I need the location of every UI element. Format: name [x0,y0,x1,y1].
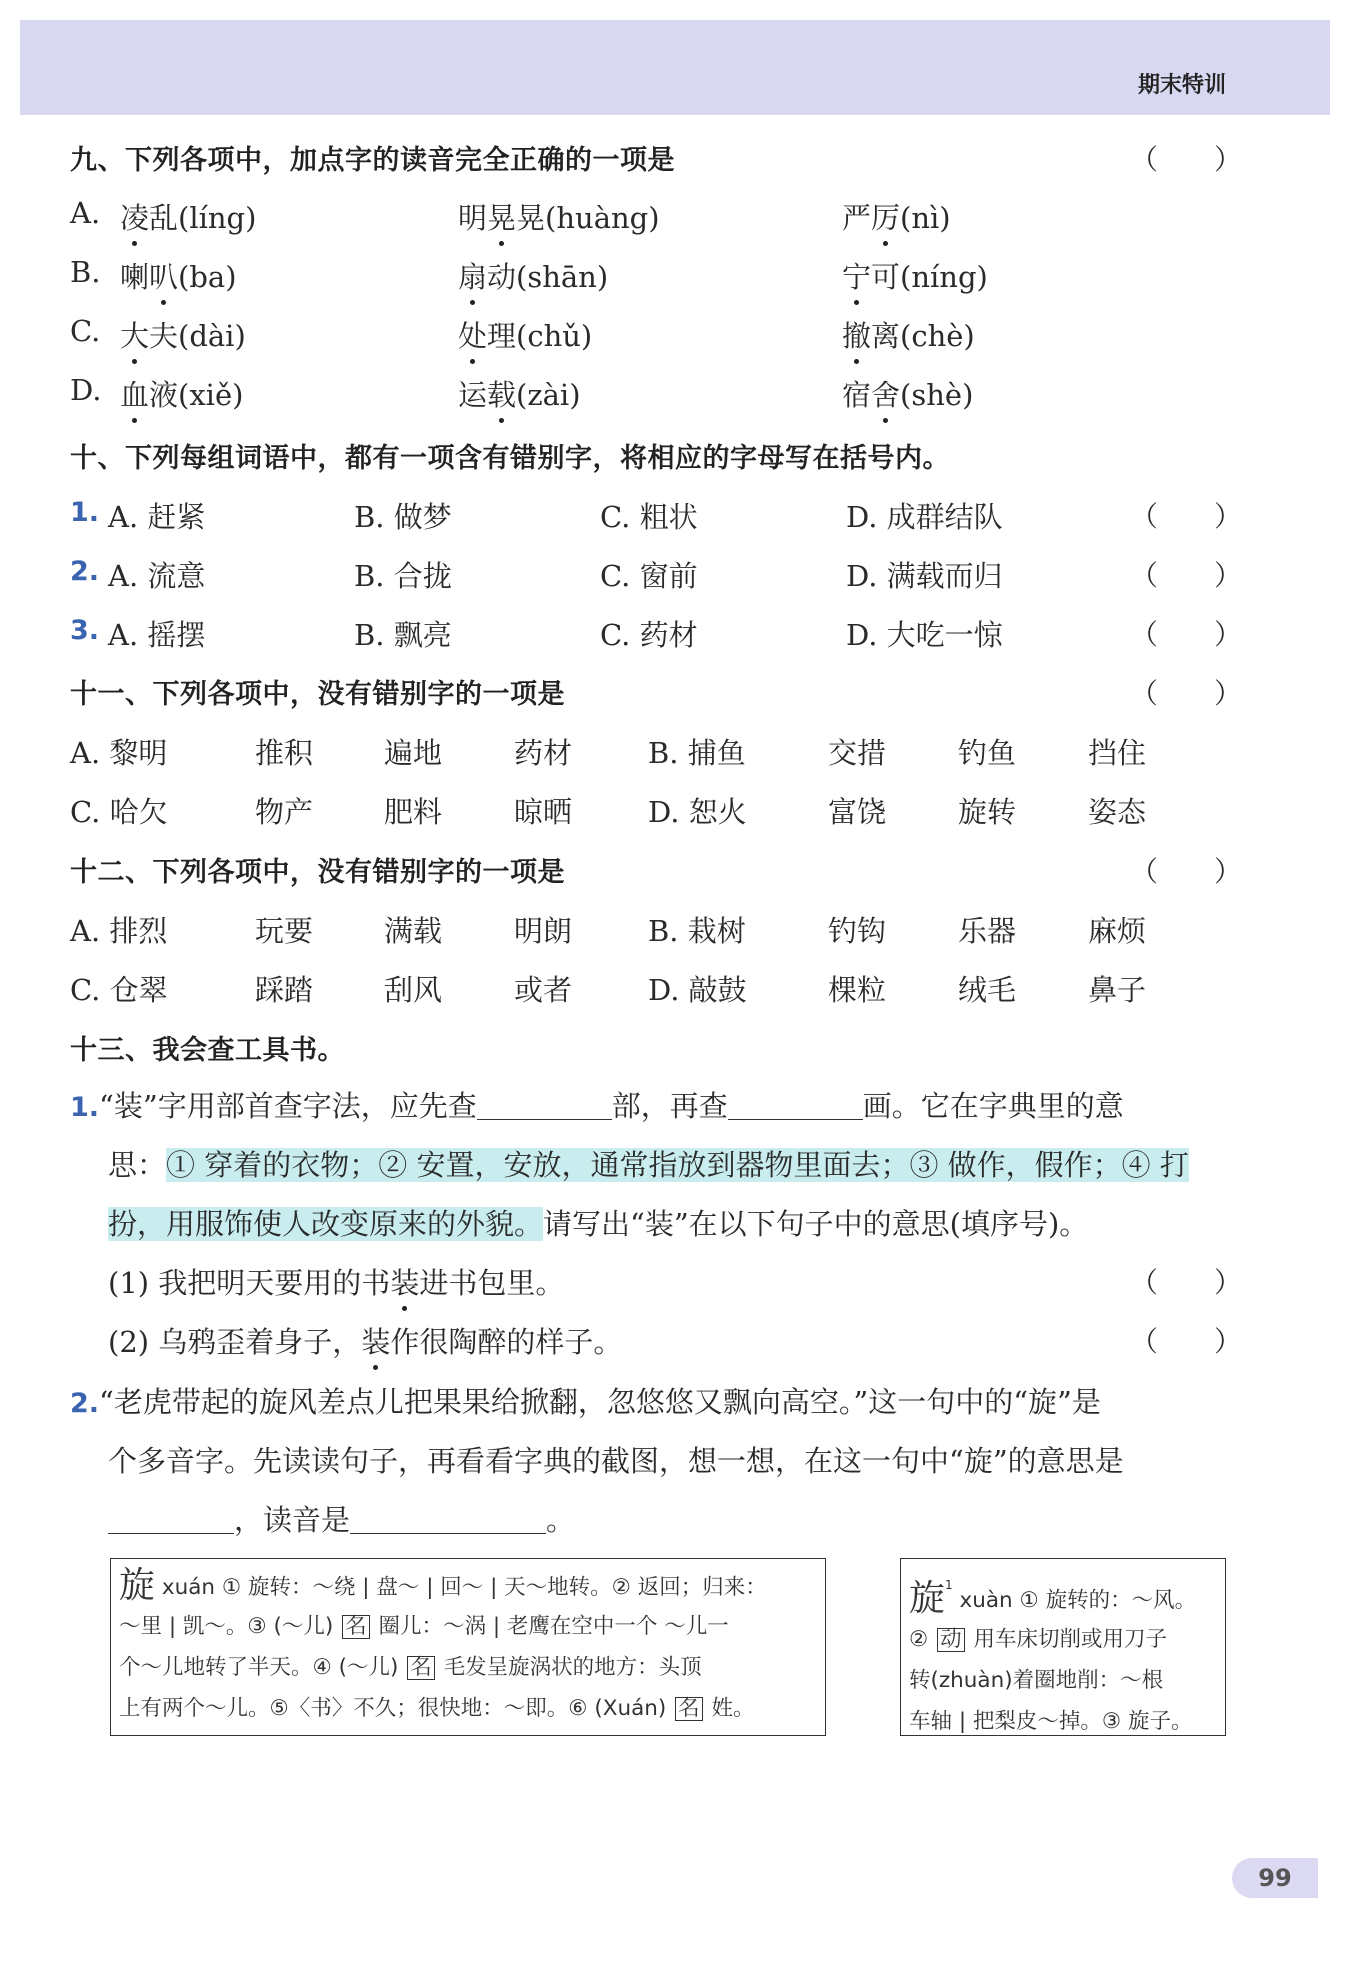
dict-line: 上有两个～儿。⑤〈书〉不久；很快地：～即。⑥ (Xuán) [119,1696,674,1721]
dict-headword: 旋 [119,1565,156,1606]
pinyin-text: (zài) [516,378,581,412]
q13-title: 十三、我会查工具书。 [70,1035,345,1066]
q13-p1-sentence-1 [108,1261,564,1302]
item-text: 严 [842,201,872,235]
dotted-char: 血 [120,373,149,414]
pinyin-text: 离(chè) [871,319,975,353]
dotted-char: 撤 [842,314,871,355]
dotted-char: 载 [487,373,516,414]
dotted-char: 装 [361,1320,390,1361]
page-number: 99 [1232,1858,1318,1898]
dotted-char: 宁 [842,255,871,296]
pinyin-text: 乱(líng) [149,201,257,235]
q10-option: A. 流意 [108,559,206,593]
q9-answer-bracket: （ ） [1130,143,1243,176]
q11-word: B. 捕鱼 [648,736,746,770]
dict-line: 个～儿地转了半天。④ (～儿) [119,1655,406,1680]
q10-row-number: 1. [70,497,100,528]
dictionary-entry-xuan4 [900,1558,1226,1736]
q12-title: 十二、下列各项中，没有错别字的一项是 [70,857,565,888]
q13-p1-line2 [108,1143,1189,1184]
header-banner [20,20,1330,115]
pinyin-text: 动(shān) [487,260,609,294]
q10-answer-bracket[interactable]: （ ） [1130,618,1243,651]
q11-word: 姿态 [1088,795,1147,829]
pos-tag: 名 [342,1615,370,1639]
pinyin-text: 晃(huàng) [516,201,660,235]
dictionary-entry-xuan2 [110,1558,826,1736]
dict-line: 车轴 | 把梨皮～掉。③ 旋子。 [909,1709,1193,1734]
dict-line: 转(zhuàn)着圈地削：～根 [909,1668,1164,1693]
q9-option-item [458,373,581,414]
stroke-count-blank[interactable] [728,1092,863,1120]
q9-title: 九、下列各项中，加点字的读音完全正确的一项是 [70,145,675,176]
q11-title: 十一、下列各项中，没有错别字的一项是 [70,679,565,710]
q9-option-item [120,373,243,414]
q9-option-item [458,196,660,237]
q11-word: 药材 [514,736,573,770]
q10-option: C. 窗前 [600,559,698,593]
sentence-text: 进书包里。 [419,1266,565,1300]
q12-word: 棵粒 [828,973,887,1007]
q11-word: 交措 [828,736,887,770]
q9-option-item [120,314,246,355]
q9-option-item [842,314,975,355]
q10-option: D. 满载而归 [846,559,1003,593]
q9-option-letter: D. [70,373,102,407]
q12-word: A. 排烈 [70,914,168,948]
q12-word: 鼻子 [1088,973,1147,1007]
sentence-text: (1) 我把明天要用的书 [108,1266,391,1300]
dict-line: 姓。 [704,1696,755,1721]
q13-p2-number: 2. [70,1388,100,1419]
sentence-text: (2) 乌鸦歪着身子， [108,1325,362,1359]
pos-tag: 名 [675,1697,703,1721]
item-text: 明 [458,201,488,235]
q11-word: 推积 [255,736,314,770]
q12-word: 或者 [514,973,573,1007]
q10-option: C. 粗状 [600,500,698,534]
q12-word: 麻烦 [1088,914,1147,948]
q12-word: B. 栽树 [648,914,746,948]
q13-p2-line3 [108,1498,575,1539]
q13-p2-text: “老虎带起的旋风差点儿把果果给掀翻，忽悠悠又飘向高空。”这一句中的“旋”是 [99,1385,1101,1419]
dict-line: 毛发呈旋涡状的地方：头顶 [436,1655,702,1680]
q12-word: 踩踏 [255,973,314,1007]
q12-word: C. 仓翠 [70,973,168,1007]
q9-option-item [120,255,237,296]
q9-option-item [842,255,988,296]
q11-word: 遍地 [384,736,443,770]
q13-p1-text: 部，再查 [611,1089,728,1123]
radical-blank[interactable] [477,1092,612,1120]
q12-word: 玩要 [255,914,314,948]
definition-highlight: ① 穿着的衣物；② 安置，安放，通常指放到器物里面去；③ 做作，假作；④ 打 [166,1148,1189,1182]
q12-word: 明朗 [514,914,573,948]
q10-option: D. 大吃一惊 [846,618,1003,652]
q9-option-item [458,255,608,296]
q12-word: 刮风 [384,973,443,1007]
q12-word: 满载 [384,914,443,948]
dotted-char: 厉 [871,196,900,237]
q10-option: A. 摇摆 [108,618,206,652]
q11-word: 旋转 [958,795,1017,829]
q10-option: A. 赶紧 [108,500,206,534]
q9-option-letter: A. [70,196,101,230]
pos-tag: 名 [407,1656,435,1680]
sentence-text: 作很陶醉的样子。 [390,1325,623,1359]
dict-superscript: 1 [945,1578,953,1592]
dotted-char: 扇 [458,255,487,296]
q12-word: 钓钩 [828,914,887,948]
pinyin-text: 理(chǔ) [487,319,593,353]
q9-option-letter: B. [70,255,101,289]
q12-answer-bracket: （ ） [1130,855,1243,888]
q10-option: B. 做梦 [354,500,452,534]
q11-word: 肥料 [384,795,443,829]
dotted-char: 处 [458,314,487,355]
pinyin-text: (ba) [178,260,237,294]
pinyin-text: (nì) [900,201,951,235]
dict-line: xuán ① 旋转：～绕 | 盘～ | 回～ | 天～地转。② 返回；归来： [155,1575,767,1600]
q10-option: C. 药材 [600,618,698,652]
q13-p2-line2: 个多音字。先读读句子，再看看字典的截图，想一想，在这一句中“旋”的意思是 [108,1444,1124,1478]
pinyin-text: (shè) [900,378,974,412]
q10-option: B. 飘亮 [354,618,452,652]
header-title: 期末特训 [1137,73,1226,98]
dict-line: 圈儿：～涡 | 老鹰在空中一个 ～儿一 [371,1614,729,1639]
dotted-char: 舍 [871,373,900,414]
q13-p1-text: 画。它在字典里的意 [862,1089,1124,1123]
q11-word: 富饶 [828,795,887,829]
q12-word: 绒毛 [958,973,1017,1007]
dotted-char: 凌 [120,196,149,237]
q11-word: 钓鱼 [958,736,1017,770]
item-text: 宿 [842,378,872,412]
q13-p2-text: 。 [546,1503,576,1537]
dict-line: ～里 | 凯～。③ (～儿) [119,1614,341,1639]
q13-p1-text: 请写出“装”在以下句子中的意思(填序号)。 [543,1207,1089,1241]
q11-word: D. 恕火 [648,795,747,829]
q9-option-item [458,314,592,355]
pinyin-text: 可(níng) [871,260,988,294]
q13-p1-text: “装”字用部首查字法，应先查 [99,1089,477,1123]
q11-word: A. 黎明 [70,736,168,770]
item-text: 运 [458,378,488,412]
pinyin-text: 夫(dài) [149,319,246,353]
q10-option: D. 成群结队 [846,500,1003,534]
q9-option-item [842,373,973,414]
dict-headword: 旋 [909,1578,946,1619]
q13-s2-answer-bracket[interactable]: （ ） [1130,1325,1243,1358]
q11-answer-bracket: （ ） [1130,677,1243,710]
definition-highlight: 扮，用服饰使人改变原来的外貌。 [108,1207,544,1241]
q13-p1-sentence-2 [108,1320,622,1361]
q11-word: 晾晒 [514,795,573,829]
pinyin-text: 液(xiě) [149,378,244,412]
q10-option: B. 合拢 [354,559,452,593]
q10-answer-bracket[interactable]: （ ） [1130,559,1243,592]
q13-p2-line1 [70,1380,1101,1421]
dict-line: 用车床切削或用刀子 [966,1627,1167,1652]
q13-p1-line1 [70,1084,1124,1125]
q10-row-number: 3. [70,615,100,646]
dict-line: xuàn ① 旋转的：～风。 [952,1588,1197,1613]
q12-word: 乐器 [958,914,1017,948]
q11-word: 挡住 [1088,736,1147,770]
q11-word: 物产 [255,795,314,829]
q13-p1-number: 1. [70,1092,100,1123]
dotted-char: 叭 [149,255,178,296]
q9-option-item [120,196,256,237]
q10-title: 十、下列每组词语中，都有一项含有错别字，将相应的字母写在括号内。 [70,443,950,474]
q9-option-letter: C. [70,314,101,348]
pos-tag: 动 [937,1628,965,1652]
dict-line: ② [909,1627,936,1652]
q11-word: C. 哈欠 [70,795,168,829]
dotted-char: 晃 [487,196,516,237]
q12-word: D. 敲鼓 [648,973,747,1007]
item-text: 喇 [120,260,150,294]
dotted-char: 大 [120,314,149,355]
q10-row-number: 2. [70,556,100,587]
q9-option-item [842,196,951,237]
meaning-blank[interactable] [108,1506,234,1534]
q13-p2-text: ，读音是 [234,1503,351,1537]
dotted-char: 装 [390,1261,419,1302]
q13-p1-text: 思： [108,1148,167,1182]
q13-p1-line3 [108,1202,1088,1243]
pronunciation-blank[interactable] [350,1506,546,1534]
q13-s1-answer-bracket[interactable]: （ ） [1130,1266,1243,1299]
q10-answer-bracket[interactable]: （ ） [1130,500,1243,533]
